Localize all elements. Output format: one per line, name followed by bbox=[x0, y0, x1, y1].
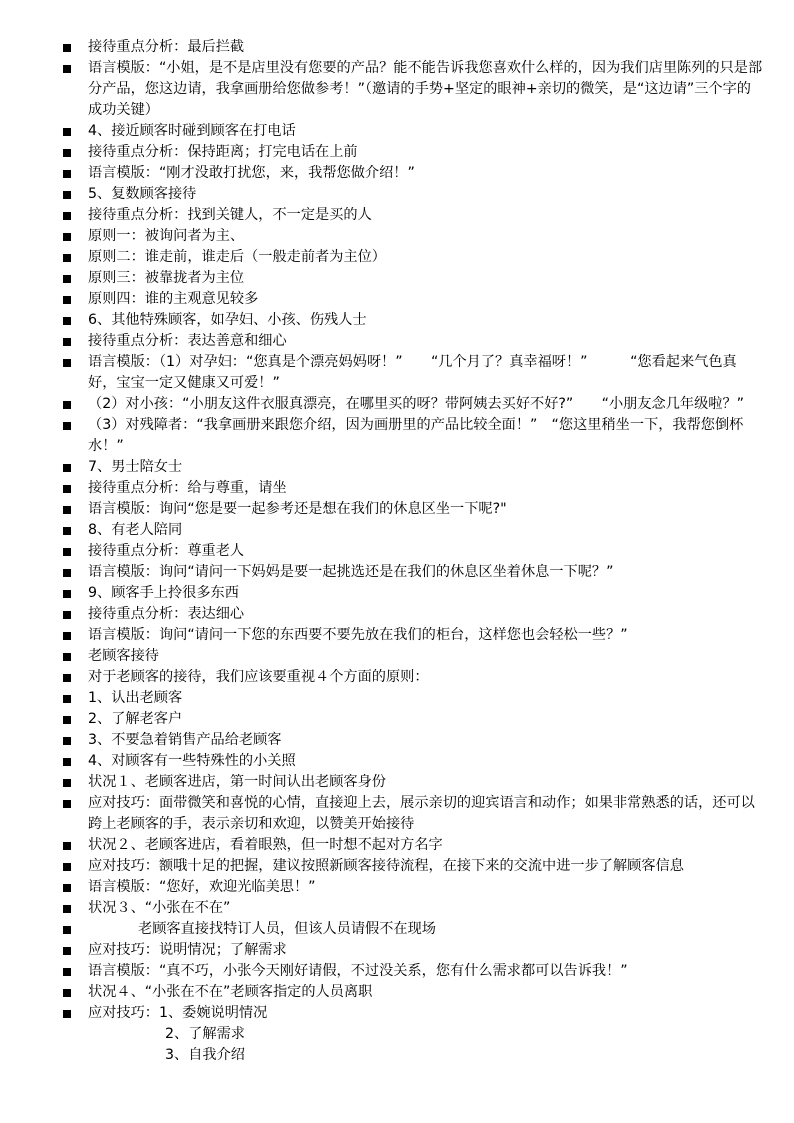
square-bullet-icon bbox=[63, 65, 71, 73]
square-bullet-icon bbox=[63, 191, 71, 199]
list-item: 接待重点分析：最后拦截 bbox=[60, 37, 765, 58]
square-bullet-icon bbox=[63, 464, 71, 472]
square-bullet-icon bbox=[63, 44, 71, 52]
square-bullet-icon bbox=[63, 968, 71, 976]
list-item: 3、不要急着销售产品给老顾客 bbox=[60, 730, 765, 751]
list-item: 语言模版：“真不巧，小张今天刚好请假，不过没关系，您有什么需求都可以告诉我！” bbox=[60, 961, 765, 982]
list-item: 9、顾客手上拎很多东西 bbox=[60, 583, 765, 604]
list-item: （2）对小孩：“小朋友这件衣服真漂亮，在哪里买的呀？带阿姨去买好不好?” “小朋友念几年级啦？” bbox=[60, 394, 765, 415]
square-bullet-icon bbox=[63, 149, 71, 157]
square-bullet-icon bbox=[63, 737, 71, 745]
square-bullet-icon bbox=[63, 695, 71, 703]
list-item: 原则二：谁走前，谁走后（一般走前者为主位） bbox=[60, 247, 765, 268]
square-bullet-icon bbox=[63, 233, 71, 241]
square-bullet-icon bbox=[63, 653, 71, 661]
square-bullet-icon bbox=[63, 947, 71, 955]
list-item: 语言模版：“小姐，是不是店里没有您要的产品？能不能告诉我您喜欢什么样的，因为我们店里陈列的只是部分产品，您这边请，我拿画册给您做参考！”（邀请的手势+坚定的眼神+亲切的微笑，是“这边请”三个字的成功关键） bbox=[60, 58, 765, 121]
list-item: 语言模版：询问“请问一下妈妈是要一起挑选还是在我们的休息区坐着休息一下呢？” bbox=[60, 562, 765, 583]
list-item: 应对技巧：面带微笑和喜悦的心情，直接迎上去，展示亲切的迎宾语言和动作；如果非常熟悉的话，还可以跨上老顾客的手，表示亲切和欢迎，以赞美开始接待 bbox=[60, 793, 765, 835]
list-item: 应对技巧：1、委婉说明情况 2、了解需求 3、自我介绍 bbox=[60, 1003, 765, 1066]
list-item: 老顾客接待 bbox=[60, 646, 765, 667]
list-item: 应对技巧：额哦十足的把握，建议按照新顾客接待流程，在接下来的交流中进一步了解顾客信息 bbox=[60, 856, 765, 877]
list-item: 5、复数顾客接待 bbox=[60, 184, 765, 205]
list-item: 接待重点分析：表达善意和细心 bbox=[60, 331, 765, 352]
list-item: 4、对顾客有一些特殊性的小关照 bbox=[60, 751, 765, 772]
square-bullet-icon bbox=[63, 527, 71, 535]
square-bullet-icon bbox=[63, 905, 71, 913]
list-item: 应对技巧：说明情况；了解需求 bbox=[60, 940, 765, 961]
list-item: 1、认出老顾客 bbox=[60, 688, 765, 709]
list-item: 语言模版：（1）对孕妇：“您真是个漂亮妈妈呀！” “几个月了？真幸福呀！” “您看起来气色真好，宝宝一定又健康又可爱！” bbox=[60, 352, 765, 394]
square-bullet-icon bbox=[63, 401, 71, 409]
square-bullet-icon bbox=[63, 359, 71, 367]
square-bullet-icon bbox=[63, 758, 71, 766]
list-item: 老顾客直接找特订人员，但该人员请假不在现场 bbox=[60, 919, 765, 940]
square-bullet-icon bbox=[63, 842, 71, 850]
square-bullet-icon bbox=[63, 863, 71, 871]
list-item: 8、有老人陪同 bbox=[60, 520, 765, 541]
square-bullet-icon bbox=[63, 884, 71, 892]
list-item: 接待重点分析：表达细心 bbox=[60, 604, 765, 625]
list-item: 状况２、老顾客进店，看着眼熟，但一时想不起对方名字 bbox=[60, 835, 765, 856]
square-bullet-icon bbox=[63, 422, 71, 430]
list-item: 接待重点分析：给与尊重，请坐 bbox=[60, 478, 765, 499]
square-bullet-icon bbox=[63, 548, 71, 556]
list-item: 对于老顾客的接待，我们应该要重视４个方面的原则： bbox=[60, 667, 765, 688]
sub-line: 2、了解需求 bbox=[165, 1026, 245, 1042]
square-bullet-icon bbox=[63, 632, 71, 640]
list-item: 4、接近顾客时碰到顾客在打电话 bbox=[60, 121, 765, 142]
list-item: 接待重点分析：保持距离；打完电话在上前 bbox=[60, 142, 765, 163]
square-bullet-icon bbox=[63, 590, 71, 598]
list-item: 原则四：谁的主观意见较多 bbox=[60, 289, 765, 310]
square-bullet-icon bbox=[63, 926, 71, 934]
square-bullet-icon bbox=[63, 254, 71, 262]
square-bullet-icon bbox=[63, 275, 71, 283]
list-item: 原则一：被询问者为主、 bbox=[60, 226, 765, 247]
bullet-list bbox=[60, 37, 765, 1066]
square-bullet-icon bbox=[63, 506, 71, 514]
square-bullet-icon bbox=[63, 674, 71, 682]
list-item: 语言模版：“您好，欢迎光临美思！” bbox=[60, 877, 765, 898]
list-item: 状况３、“小张在不在” bbox=[60, 898, 765, 919]
list-item: 语言模版：询问“您是要一起参考还是想在我们的休息区坐一下呢?" bbox=[60, 499, 765, 520]
square-bullet-icon bbox=[63, 128, 71, 136]
list-item: 接待重点分析：找到关键人，不一定是买的人 bbox=[60, 205, 765, 226]
square-bullet-icon bbox=[63, 296, 71, 304]
square-bullet-icon bbox=[63, 212, 71, 220]
list-item: （3）对残障者：“我拿画册来跟您介绍，因为画册里的产品比较全面！” “您这里稍坐一下，我帮您倒杯水！” bbox=[60, 415, 765, 457]
list-item: 7、男士陪女士 bbox=[60, 457, 765, 478]
list-item: 接待重点分析：尊重老人 bbox=[60, 541, 765, 562]
square-bullet-icon bbox=[63, 800, 71, 808]
square-bullet-icon bbox=[63, 485, 71, 493]
square-bullet-icon bbox=[63, 338, 71, 346]
list-item: 状况４、“小张在不在”老顾客指定的人员离职 bbox=[60, 982, 765, 1003]
square-bullet-icon bbox=[63, 317, 71, 325]
square-bullet-icon bbox=[63, 779, 71, 787]
list-item: 原则三：被靠拢者为主位 bbox=[60, 268, 765, 289]
square-bullet-icon bbox=[63, 989, 71, 997]
square-bullet-icon bbox=[63, 611, 71, 619]
sub-line: 3、自我介绍 bbox=[165, 1047, 245, 1063]
list-item: 语言模版：询问“请问一下您的东西要不要先放在我们的柜台，这样您也会轻松一些？” bbox=[60, 625, 765, 646]
list-item: 语言模版：“刚才没敢打扰您，来，我帮您做介绍！” bbox=[60, 163, 765, 184]
list-item: 状况１、老顾客进店，第一时间认出老顾客身份 bbox=[60, 772, 765, 793]
list-item: 6、其他特殊顾客，如孕妇、小孩、伤残人士 bbox=[60, 310, 765, 331]
square-bullet-icon bbox=[63, 1010, 71, 1018]
list-item: 2、了解老客户 bbox=[60, 709, 765, 730]
square-bullet-icon bbox=[63, 716, 71, 724]
square-bullet-icon bbox=[63, 170, 71, 178]
square-bullet-icon bbox=[63, 569, 71, 577]
